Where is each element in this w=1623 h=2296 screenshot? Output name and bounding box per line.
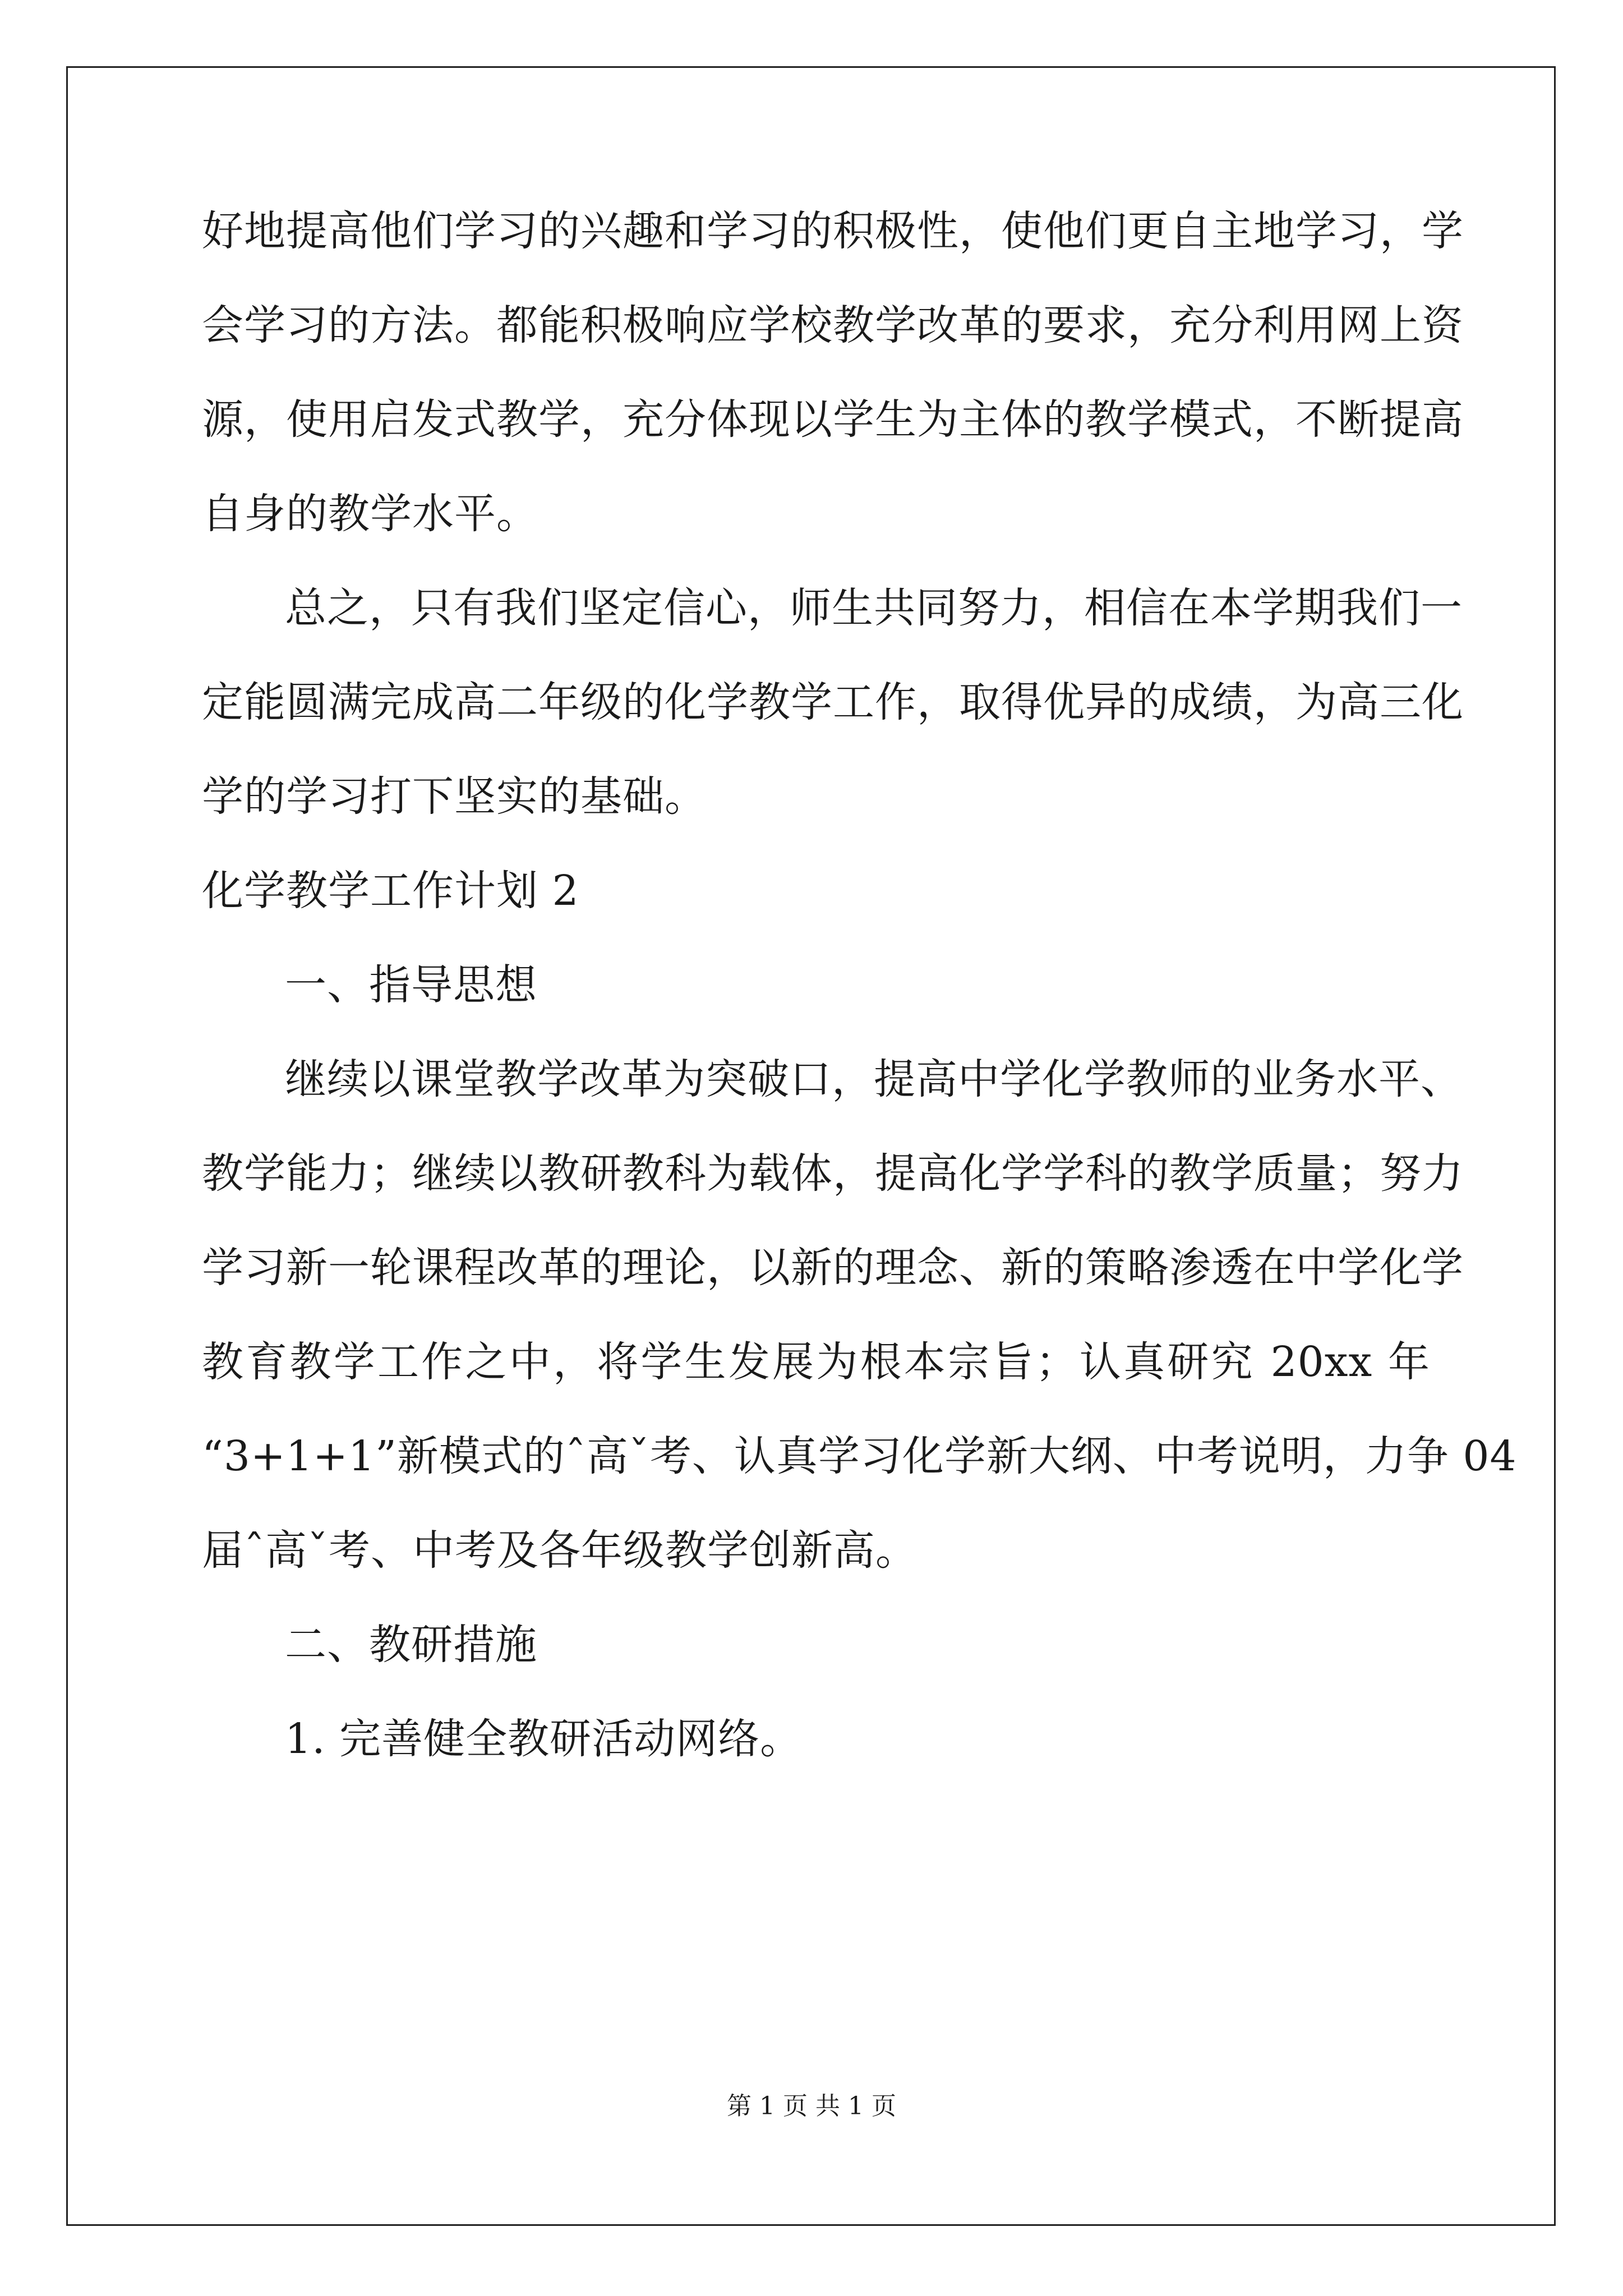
text-line: 自身的教学水平。 bbox=[202, 490, 538, 538]
list-item: 1. 完善健全教研活动网络。 bbox=[285, 1715, 803, 1763]
paragraph-first-line: 继续以课堂教学改革为突破口，提高中学化学教师的业务水平、 bbox=[285, 1055, 1463, 1103]
text-line: “3+1+1”新模式的ˆ高ˇ考、认真学习化学新大纲、中考说明，力争 04 bbox=[202, 1432, 1517, 1480]
section-title: 化学教学工作计划 2 bbox=[202, 867, 579, 915]
text-line: 定能圆满完成高二年级的化学教学工作，取得优异的成绩，为高三化 bbox=[202, 678, 1464, 726]
text-line: 源，使用启发式教学，充分体现以学生为主体的教学模式，不断提高 bbox=[202, 395, 1464, 444]
page-number: 第 1 页 共 1 页 bbox=[727, 2092, 896, 2120]
text-line: 学习新一轮课程改革的理论，以新的理念、新的策略渗透在中学化学 bbox=[202, 1244, 1464, 1292]
text-line: 教学能力；继续以教研教科为载体，提高化学学科的教学质量；努力 bbox=[202, 1149, 1464, 1198]
text-line: 届ˆ高ˇ考、中考及各年级教学创新高。 bbox=[202, 1526, 917, 1575]
paragraph-first-line: 总之，只有我们坚定信心，师生共同努力，相信在本学期我们一 bbox=[285, 584, 1463, 632]
section-heading: 二、教研措施 bbox=[285, 1621, 537, 1669]
text-line: 会学习的方法。都能积极响应学校教学改革的要求，充分利用网上资 bbox=[202, 301, 1464, 349]
text-line: 好地提高他们学习的兴趣和学习的积极性，使他们更自主地学习，学 bbox=[202, 207, 1464, 255]
document-body bbox=[202, 207, 1517, 1811]
text-line: 学的学习打下坚实的基础。 bbox=[202, 772, 707, 821]
section-heading: 一、指导思想 bbox=[285, 961, 537, 1009]
text-line: 教育教学工作之中，将学生发展为根本宗旨；认真研究 20xx 年 bbox=[202, 1338, 1430, 1386]
